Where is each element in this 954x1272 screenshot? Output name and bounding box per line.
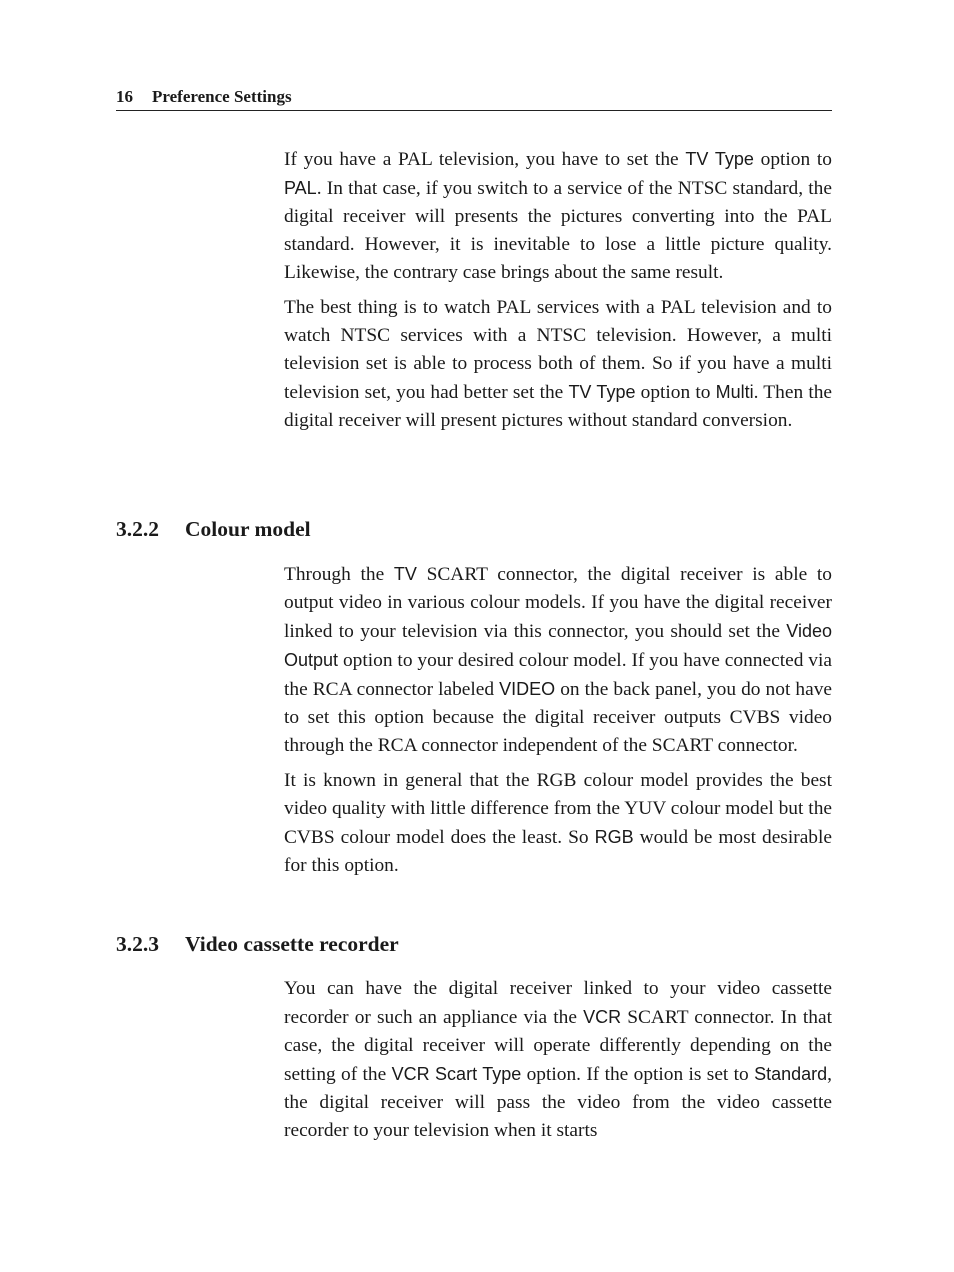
intro-text [284,145,832,442]
connector-name: VCR [583,1007,622,1027]
section-title: Video cassette recorder [185,932,399,956]
running-header-title: Preference Settings [152,87,292,106]
colour-model-text [284,560,832,887]
paragraph: Through the TV SCART connector, the digital receiver is able to output video in various colour models. If you have the digital receiver linked to your television via this connector, you should set the Video Output option to your desired colour model. If you have connected via the RCA connector labeled VIDEO on the back panel, you do not have to set this option because the digital receiver outputs CVBS video through the RCA connector independent of the SCART connector. [284,564,832,756]
option-name: TV Type [685,149,754,169]
paragraph: It is known in general that the RGB colour model provides the best video quality with little difference from the YUV colour model but the CVBS colour model does the least. So RGB would be most desirable for this option. [284,770,832,876]
section-number: 3.2.2 [116,517,159,541]
option-name: TV Type [568,382,636,402]
option-name: Video Output [284,621,832,670]
paragraph: If you have a PAL television, you have to set the TV Type option to PAL. In that case, if you switch to a service of the NTSC standard, the digital receiver will presents the pictures converting into the PAL standard. However, it is inevitable to lose a little picture quality. Likewise, the contrary case brings about the same result. [284,149,832,283]
option-value: Standard [754,1064,828,1084]
option-name: VCR Scart Type [391,1064,522,1084]
section-number: 3.2.3 [116,932,159,956]
section-title: Colour model [185,517,311,541]
vcr-text [284,975,832,1152]
option-value: PAL [284,178,317,198]
connector-label: VIDEO [499,679,556,699]
option-value: RGB [594,827,634,847]
paragraph: You can have the digital receiver linked to your video cassette recorder or such an appliance via the VCR SCART connector. In that case, the digital receiver will operate differently depending on the setting of the VCR Scart Type option. If the option is set to Standard, the digital receiver will pass the video from the video cassette recorder to your television when it starts [284,978,833,1141]
running-header [116,86,832,111]
connector-name: TV [393,564,417,584]
page-number: 16 [116,87,133,106]
paragraph: The best thing is to watch PAL services with a PAL television and to watch NTSC services with a NTSC television. However, a multi television set is able to process both of them. So if you have a multi television set, you had better set the TV Type option to Multi. Then the digital receiver will present pictures without standard conversion. [284,297,833,431]
option-value: Multi [715,382,754,402]
